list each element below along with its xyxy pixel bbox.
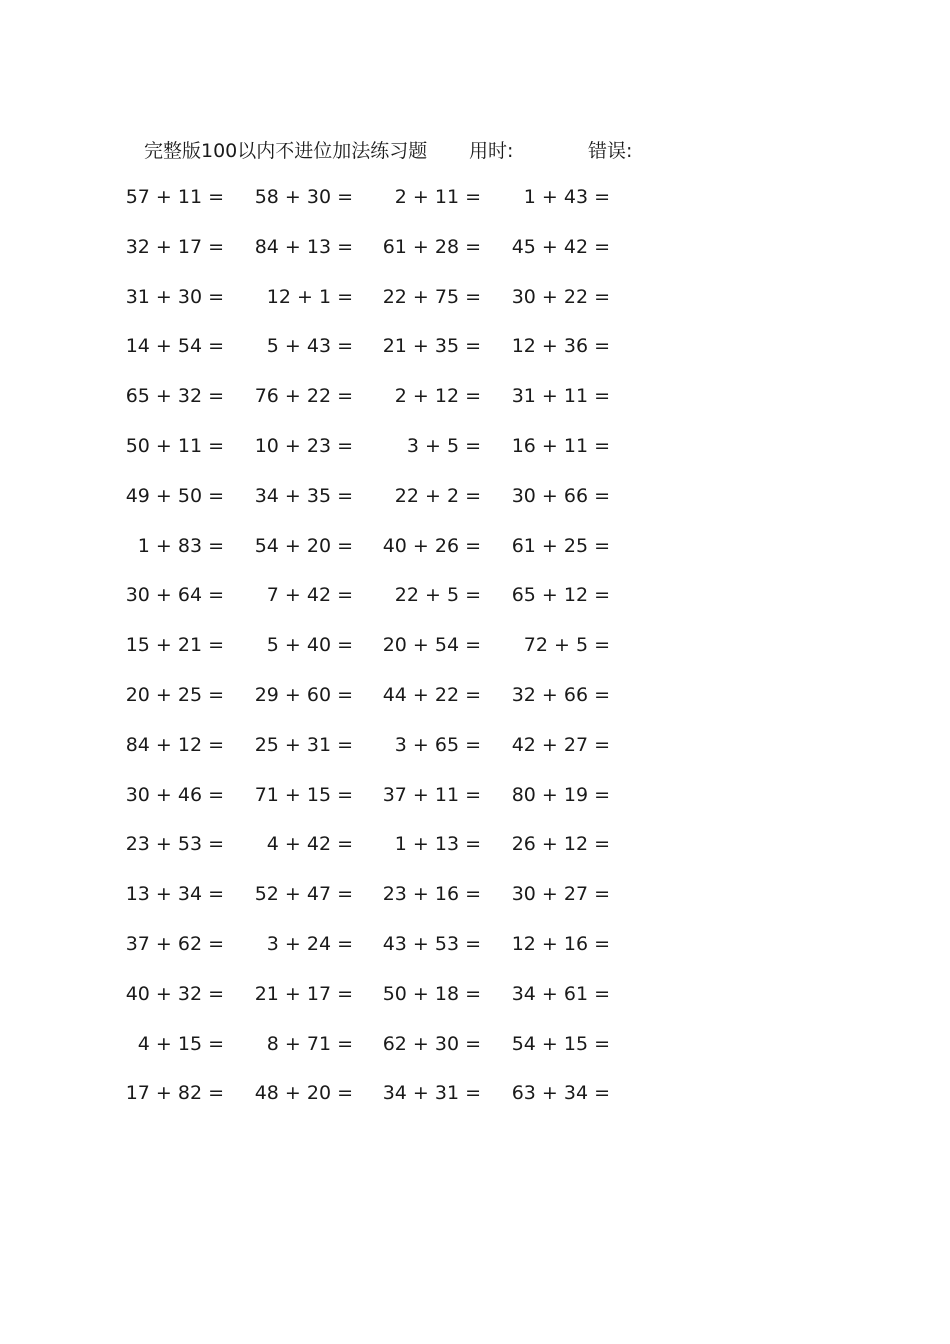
addition-problem: 44 + 22 = bbox=[382, 684, 481, 706]
addition-problem: 22 + 2 = bbox=[394, 485, 481, 507]
addition-problem: 30 + 22 = bbox=[511, 286, 610, 308]
addition-problem: 30 + 64 = bbox=[125, 584, 224, 606]
addition-problem: 61 + 25 = bbox=[511, 535, 610, 557]
addition-problem: 21 + 17 = bbox=[254, 983, 353, 1005]
addition-problem: 54 + 20 = bbox=[254, 535, 353, 557]
addition-problem: 37 + 11 = bbox=[382, 784, 481, 806]
addition-problem: 5 + 43 = bbox=[266, 335, 353, 357]
addition-problem: 61 + 28 = bbox=[382, 236, 481, 258]
problem-row bbox=[0, 286, 700, 314]
addition-problem: 29 + 60 = bbox=[254, 684, 353, 706]
addition-problem: 10 + 23 = bbox=[254, 435, 353, 457]
addition-problem: 45 + 42 = bbox=[511, 236, 610, 258]
addition-problem: 12 + 16 = bbox=[511, 933, 610, 955]
addition-problem: 30 + 46 = bbox=[125, 784, 224, 806]
addition-problem: 20 + 25 = bbox=[125, 684, 224, 706]
addition-problem: 84 + 12 = bbox=[125, 734, 224, 756]
addition-problem: 49 + 50 = bbox=[125, 485, 224, 507]
time-label: 用时: bbox=[469, 140, 514, 162]
addition-problem: 21 + 35 = bbox=[382, 335, 481, 357]
addition-problem: 23 + 16 = bbox=[382, 883, 481, 905]
problem-row bbox=[0, 1082, 700, 1110]
problem-row bbox=[0, 236, 700, 264]
problem-row bbox=[0, 883, 700, 911]
problem-row bbox=[0, 535, 700, 563]
problem-row bbox=[0, 684, 700, 712]
addition-problem: 1 + 13 = bbox=[394, 833, 481, 855]
problem-row bbox=[0, 385, 700, 413]
error-label: 错误: bbox=[588, 140, 633, 162]
addition-problem: 30 + 66 = bbox=[511, 485, 610, 507]
addition-problem: 34 + 31 = bbox=[382, 1082, 481, 1104]
addition-problem: 16 + 11 = bbox=[511, 435, 610, 457]
addition-problem: 32 + 66 = bbox=[511, 684, 610, 706]
addition-problem: 76 + 22 = bbox=[254, 385, 353, 407]
problem-row bbox=[0, 335, 700, 363]
worksheet-title: 完整版100以内不进位加法练习题 bbox=[144, 140, 428, 162]
addition-problem: 12 + 36 = bbox=[511, 335, 610, 357]
addition-problem: 20 + 54 = bbox=[382, 634, 481, 656]
addition-problem: 13 + 34 = bbox=[125, 883, 224, 905]
addition-problem: 37 + 62 = bbox=[125, 933, 224, 955]
addition-problem: 1 + 43 = bbox=[523, 186, 610, 208]
addition-problem: 50 + 18 = bbox=[382, 983, 481, 1005]
addition-problem: 31 + 11 = bbox=[511, 385, 610, 407]
addition-problem: 31 + 30 = bbox=[125, 286, 224, 308]
addition-problem: 4 + 42 = bbox=[266, 833, 353, 855]
problem-row bbox=[0, 485, 700, 513]
problem-row bbox=[0, 584, 700, 612]
addition-problem: 25 + 31 = bbox=[254, 734, 353, 756]
addition-problem: 52 + 47 = bbox=[254, 883, 353, 905]
addition-problem: 1 + 83 = bbox=[137, 535, 224, 557]
problem-row bbox=[0, 784, 700, 812]
addition-problem: 71 + 15 = bbox=[254, 784, 353, 806]
addition-problem: 58 + 30 = bbox=[254, 186, 353, 208]
problem-row bbox=[0, 833, 700, 861]
addition-problem: 14 + 54 = bbox=[125, 335, 224, 357]
addition-problem: 8 + 71 = bbox=[266, 1033, 353, 1055]
addition-problem: 23 + 53 = bbox=[125, 833, 224, 855]
addition-problem: 4 + 15 = bbox=[137, 1033, 224, 1055]
addition-problem: 54 + 15 = bbox=[511, 1033, 610, 1055]
problem-row bbox=[0, 634, 700, 662]
addition-problem: 3 + 24 = bbox=[266, 933, 353, 955]
addition-problem: 48 + 20 = bbox=[254, 1082, 353, 1104]
addition-problem: 2 + 11 = bbox=[394, 186, 481, 208]
addition-problem: 34 + 61 = bbox=[511, 983, 610, 1005]
addition-problem: 80 + 19 = bbox=[511, 784, 610, 806]
addition-problem: 5 + 40 = bbox=[266, 634, 353, 656]
addition-problem: 72 + 5 = bbox=[523, 634, 610, 656]
addition-problem: 63 + 34 = bbox=[511, 1082, 610, 1104]
problem-row bbox=[0, 186, 700, 214]
addition-problem: 42 + 27 = bbox=[511, 734, 610, 756]
addition-problem: 22 + 5 = bbox=[394, 584, 481, 606]
addition-problem: 40 + 26 = bbox=[382, 535, 481, 557]
addition-problem: 30 + 27 = bbox=[511, 883, 610, 905]
addition-problem: 65 + 12 = bbox=[511, 584, 610, 606]
addition-problem: 50 + 11 = bbox=[125, 435, 224, 457]
addition-problem: 17 + 82 = bbox=[125, 1082, 224, 1104]
addition-problem: 2 + 12 = bbox=[394, 385, 481, 407]
addition-problem: 12 + 1 = bbox=[266, 286, 353, 308]
addition-problem: 65 + 32 = bbox=[125, 385, 224, 407]
addition-problem: 84 + 13 = bbox=[254, 236, 353, 258]
problem-row bbox=[0, 1033, 700, 1061]
addition-problem: 15 + 21 = bbox=[125, 634, 224, 656]
addition-problem: 40 + 32 = bbox=[125, 983, 224, 1005]
problem-row bbox=[0, 983, 700, 1011]
addition-problem: 43 + 53 = bbox=[382, 933, 481, 955]
addition-problem: 22 + 75 = bbox=[382, 286, 481, 308]
addition-problem: 32 + 17 = bbox=[125, 236, 224, 258]
addition-problem: 3 + 5 = bbox=[406, 435, 481, 457]
addition-problem: 7 + 42 = bbox=[266, 584, 353, 606]
addition-problem: 62 + 30 = bbox=[382, 1033, 481, 1055]
problem-row bbox=[0, 734, 700, 762]
addition-problem: 3 + 65 = bbox=[394, 734, 481, 756]
addition-problem: 57 + 11 = bbox=[125, 186, 224, 208]
addition-problem: 26 + 12 = bbox=[511, 833, 610, 855]
addition-problem: 34 + 35 = bbox=[254, 485, 353, 507]
problem-row bbox=[0, 435, 700, 463]
problem-row bbox=[0, 933, 700, 961]
